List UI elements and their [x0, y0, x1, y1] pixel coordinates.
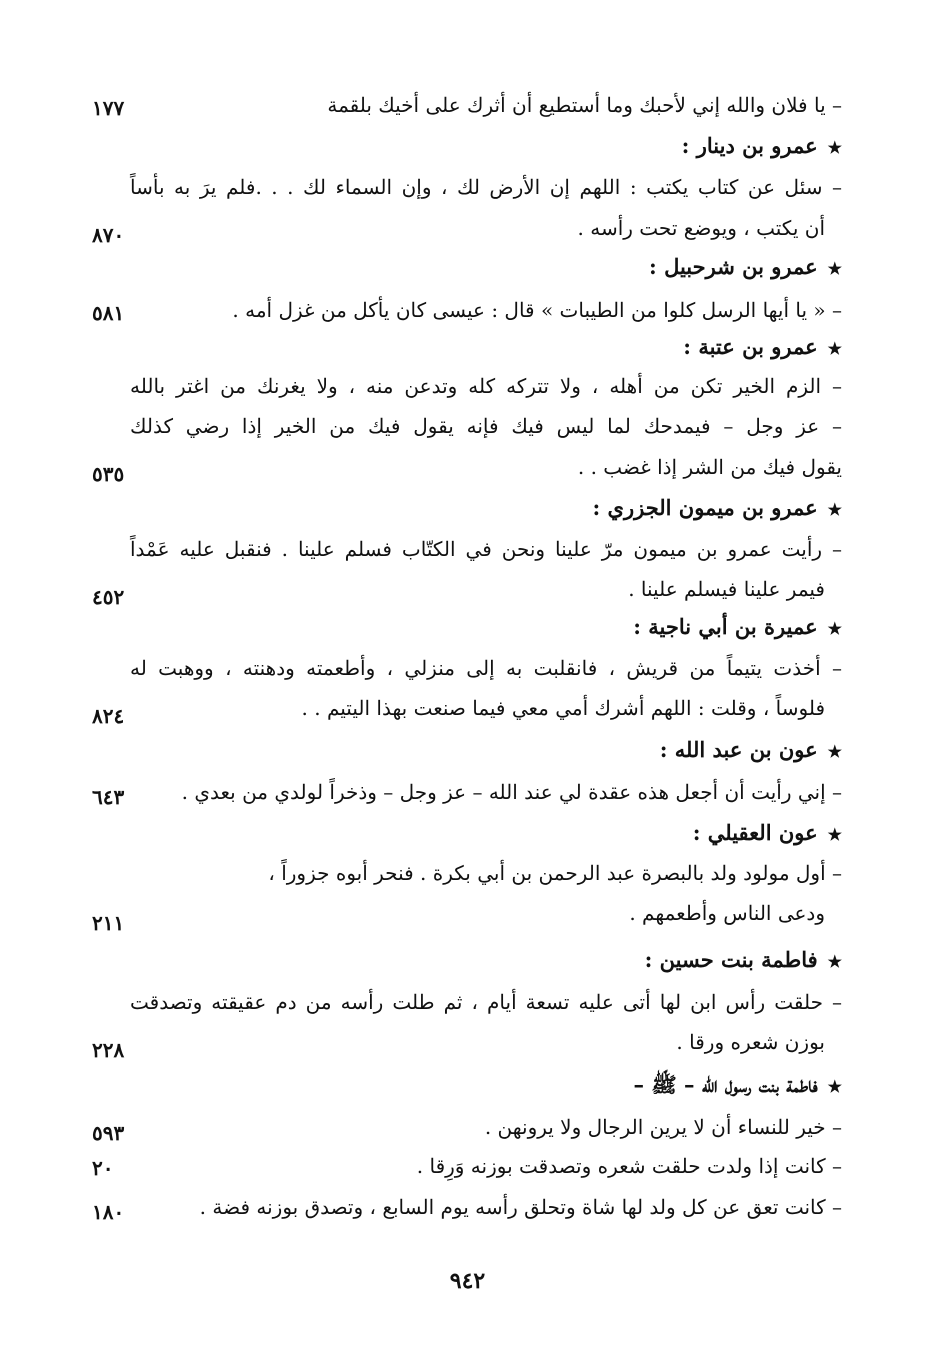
entry-line: – كانت تعق عن كل ولد لها شاة وتحلق رأسه يوم السابع ، وتصدق بوزنه فضة .: [199, 1195, 842, 1219]
entry-line: يقول فيك من الشر إذا غضب . .: [577, 455, 842, 479]
star-icon: ★: [827, 742, 842, 761]
entry-line: – الزم الخير تكن من أهله ، ولا تتركه كله وتدعن منه ، ولا يغرنك من اغتر بالله: [130, 374, 842, 398]
reference-number: ١٨٠: [92, 1200, 125, 1224]
star-icon: ★: [827, 500, 842, 519]
star-icon: ★: [827, 259, 842, 278]
entry-line: – أول مولود ولد بالبصرة عبد الرحمن بن أبي بكرة . فنحر أبوه جزوراً ،: [268, 861, 842, 885]
reference-number: ٢٠: [92, 1156, 114, 1180]
reference-number: ١٧٧: [92, 96, 125, 120]
reference-number: ٨٧٠: [92, 223, 125, 247]
entry-line: فلوساً ، وقلت : اللهم أشرك أمي معي فيما صنعت بهذا اليتيم . .: [301, 696, 825, 720]
reference-number: ٥٩٣: [92, 1121, 125, 1145]
entry-heading: ★عون العقيلي :: [130, 818, 842, 848]
entry-line: أن يكتب ، ويوضع تحت رأسه .: [577, 216, 825, 240]
entry-line: – أخذت يتيماً من قريش ، فانقلبت به إلى منزلي ، وأطعمته ودهنته ، ووهبت له: [130, 656, 842, 680]
entry-line: فيمر علينا فيسلم علينا .: [628, 577, 825, 601]
entry-line: – إني رأيت أن أجعل هذه عقدة لي عند الله – عز وجل – وذخراً لولدي من بعدي .: [181, 780, 842, 804]
reference-number: ٢١١: [92, 911, 125, 935]
star-icon: ★: [827, 952, 842, 971]
entry-heading: ★عمرو بن ميمون الجزري :: [130, 493, 842, 523]
entry-heading: ★فاطمة بنت حسين :: [130, 945, 842, 975]
star-icon: ★: [827, 138, 842, 157]
entry-line: ودعى الناس وأطعمهم .: [629, 901, 825, 925]
reference-number: ٨٢٤: [92, 704, 125, 728]
entry-line: – « يا أيها الرسل كلوا من الطيبات » قال : عيسى كان يأكل من غزل أمه .: [232, 298, 842, 322]
entry-heading: ★عمرو بن عتبة :: [130, 332, 842, 362]
star-icon: ★: [827, 825, 842, 844]
reference-number: ٥٨١: [92, 301, 125, 325]
page-number: ٩٤٢: [449, 1268, 486, 1294]
reference-number: ٦٤٣: [92, 785, 125, 809]
entry-heading: ★فاطمة بنت رسول الله – ﷺ –: [130, 1070, 842, 1100]
star-icon: ★: [827, 339, 842, 358]
entry-line: – رأيت عمرو بن ميمون مرّ علينا ونحن في الكتّاب فسلم علينا . فنقبل عليه عَمْداً: [130, 537, 842, 561]
entry-line: – عز وجل – فيمدحك لما ليس فيك فإنه يقول فيك من الخير إذا رضي كذلك: [130, 414, 842, 438]
entry-line: بوزن شعره ورقا .: [676, 1030, 825, 1054]
reference-number: ٥٣٥: [92, 462, 125, 486]
entry-heading: ★عون بن عبد الله :: [130, 735, 842, 765]
entry-heading: ★عميرة بن أبي ناجية :: [130, 612, 842, 642]
star-icon: ★: [827, 619, 842, 638]
reference-number: ٢٢٨: [92, 1038, 125, 1062]
reference-number: ٤٥٢: [92, 585, 125, 609]
entry-line: – كانت إذا ولدت حلقت شعره وتصدقت بوزنه وَرِقا .: [416, 1154, 842, 1178]
entry-line: – سئل عن كتاب يكتب : اللهم إن الأرض لك ، وإن السماء لك . . .فلم يرَ به بأساً: [130, 175, 842, 199]
entry-line: – يا فلان والله إني لأحبك وما أستطيع أن أثرك على أخيك بلقمة: [327, 93, 842, 117]
entry-line: – خير للنساء أن لا يرين الرجال ولا يرونهن .: [484, 1115, 842, 1139]
entry-heading: ★عمرو بن شرحبيل :: [130, 252, 842, 282]
star-icon: ★: [827, 1077, 842, 1096]
entry-line: – حلقت رأس ابن لها أتى عليه تسعة أيام ، ثم طلت رأسه من دم عقيقته وتصدقت: [130, 990, 842, 1014]
entry-heading: ★عمرو بن دينار :: [130, 131, 842, 161]
